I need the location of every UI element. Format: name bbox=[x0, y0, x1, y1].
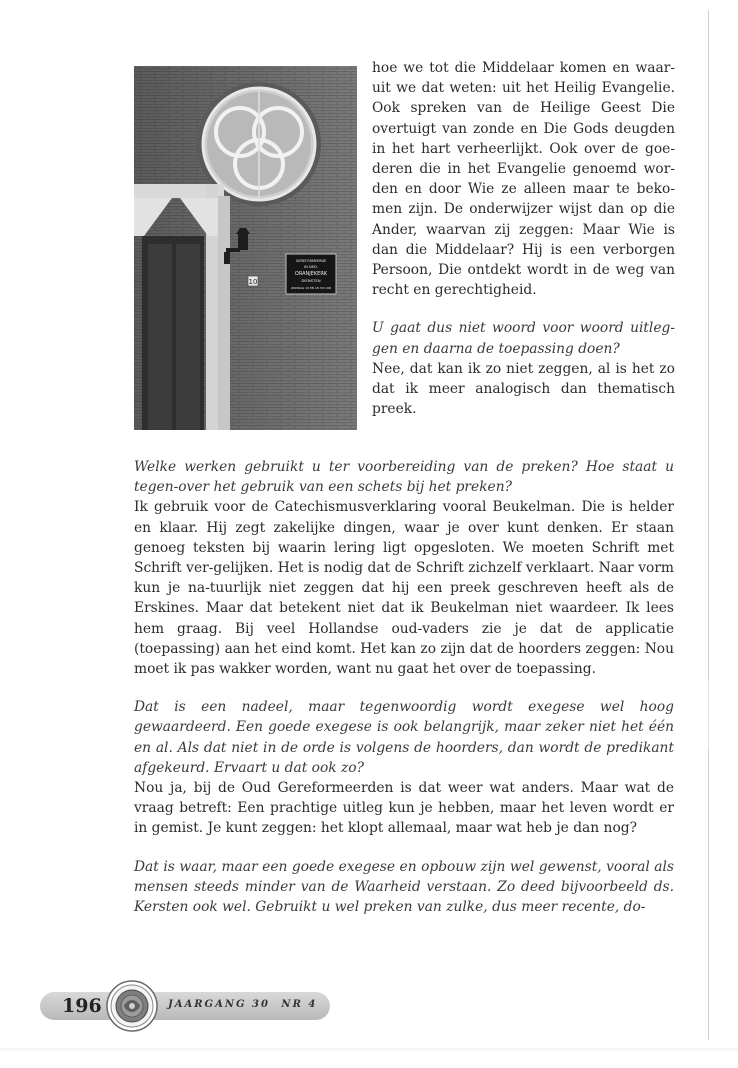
sign-line-2: IN NED. bbox=[304, 265, 318, 269]
issue-label: NR 4 bbox=[281, 999, 318, 1010]
page-number: 196 bbox=[62, 995, 102, 1017]
bottom-edge bbox=[0, 1048, 738, 1052]
answer-paragraph: Ik gebruik voor de Catechismusverklaring vooral Beukelman. Die is helder en klaar. Hij zegt zakelijke dingen, waar je over kunt denken. Er staan genoeg teksten bij waarin lering ligt opgesloten. We moeten Schrift met Schrift ver-gelijken. Het is nodig dat de Schrift zichzelf verklaart. Naar vorm kun je na-tuurlijk niet zeggen dat hij een preek geschreven heeft als de Erskines. Maar dat betekent niet dat ik Beukelman niet waardeer. Ik lees hem graag. Bij veel Hollandse oud-vaders zie je dat de applicatie (toepassing) aan het eind komt. Het kan zo zijn dat de hoorders zeggen: Nou moet ik pas wakker worden, want nu gaat het over de toepassing. bbox=[134, 499, 674, 678]
sign-line-4: DIENSTEN bbox=[301, 278, 321, 283]
question-paragraph: Dat is waar, maar een goede exegese en opbouw zijn wel gewenst, vooral als mensen steeds minder van de Waarheid verstaan. Zo deed bijvoorbeeld ds. Kersten ook wel. Gebruikt u wel preken van zulke, dus meer recente, do- bbox=[134, 858, 674, 916]
page-edge-mark bbox=[708, 680, 709, 750]
question-paragraph: Welke werken gebruikt u ter voorbereiding van de preken? Hoe staat u tegen-over het gebruik van een schets bij het preken? bbox=[134, 459, 674, 496]
page-edge-rule bbox=[708, 10, 709, 1040]
journal-seal-icon bbox=[106, 980, 158, 1032]
journal-issue-line bbox=[168, 999, 323, 1010]
volume-label: JAARGANG 30 bbox=[168, 999, 270, 1010]
question-paragraph: Dat is een nadeel, maar tegenwoordig wordt exegese wel hoog gewaardeerd. Een goede exegese is ook belangrijk, maar zeker niet het één en al. Als dat niet in de orde is volgens de hoorders, dan wordt de predikant afgekeurd. Ervaart u dat ook zo? bbox=[134, 699, 674, 776]
answer-paragraph: hoe we tot die Middelaar komen en waar-uit we dat weten: uit het Heilig Evangelie. Ook spreken van de Heilige Geest Die overtuigt van zonde en Die Gods deugden in het hart verheerlijkt. Ook over de goe-deren die in het Evangelie genoemd wor-den en door Wie ze alleen maar te beko-men zijn. De onderwijzer wijst dan op die Ander, waarvan zij zeggen: Maar Wie is dan die Middelaar? Hij is een verborgen Persoon, Die ontdekt wordt in de weg van recht en gerechtigheid. bbox=[372, 60, 675, 299]
page-footer bbox=[40, 978, 340, 1034]
question-paragraph: U gaat dus niet woord voor woord uitleg-gen en daarna de toepassing doen? bbox=[372, 320, 675, 357]
church-facade-photo bbox=[134, 66, 357, 430]
answer-paragraph: Nee, dat kan ik zo niet zeggen, al is het zo dat ik meer analogisch dan thematisch preek. bbox=[372, 360, 675, 418]
sign-line-1: GEREFORMEERDE bbox=[295, 259, 327, 263]
body-text bbox=[134, 457, 674, 917]
right-column-text bbox=[372, 58, 675, 419]
house-number: 10 bbox=[248, 278, 258, 286]
sign-line-3: ORANJEKERK bbox=[294, 271, 328, 277]
answer-paragraph: Nou ja, bij de Oud Gereformeerden is dat weer wat anders. Maar wat de vraag betreft: Een prachtige uitleg kun je hebben, maar het leven wordt er in gemist. Je kunt zeggen: het klopt allemaal, maar wat heb je dan nog? bbox=[134, 780, 674, 837]
sign-line-5: ZONDAG 10 EN 18.30 UUR bbox=[290, 286, 332, 290]
